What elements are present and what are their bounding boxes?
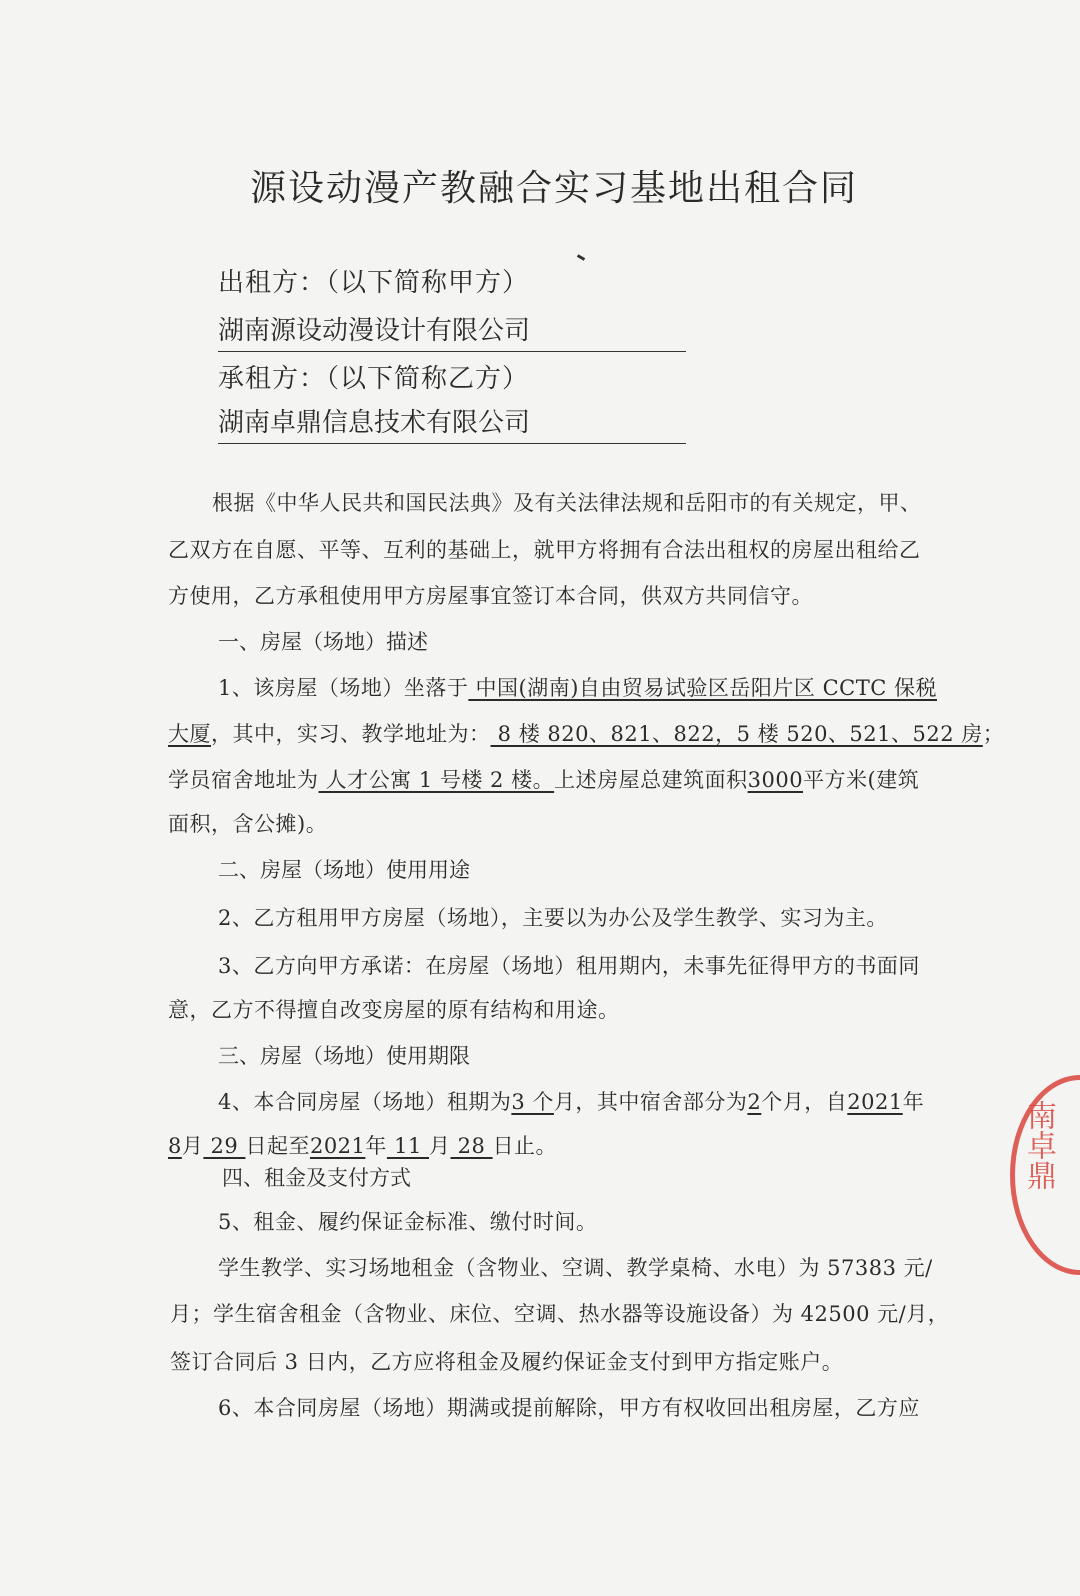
teaching-address-field: 8 楼 820、821、822，5 楼 520、521、522 房 [490,722,983,746]
intro-line-1: 根据《中华人民共和国民法典》及有关法律法规和岳阳市的有关规定，甲、 [212,491,922,515]
clause-4-line-2: 8月 29 日起至2021年 11 月 28 日止。 [168,1134,558,1158]
lessor-label: 出租方：（以下简称甲方） [218,268,530,298]
lessee-name: 湖南卓鼎信息技术有限公司 [218,402,686,444]
ink-mark [577,254,585,261]
clause-3-line-2: 意，乙方不得擅自改变房屋的原有结构和用途。 [168,998,620,1022]
section-2-heading: 二、房屋（场地）使用用途 [218,858,470,882]
lessee-label: 承租方：（以下简称乙方） [218,364,530,394]
dorm-address-field: 人才公寓 1 号楼 2 楼。 [318,768,555,792]
rent-line-2: 月；学生宿舍租金（含物业、床位、空调、热水器等设施设备）为 42500 元/月， [170,1302,950,1326]
clause-1-line-4: 面积，含公摊)。 [168,812,328,836]
area-field: 3000 [747,768,804,792]
clause-1-line-2: 大厦，其中，实习、教学地址为： 8 楼 820、821、822，5 楼 520、521、522 房； [168,722,1005,746]
rent-line-1: 学生教学、实习场地租金（含物业、空调、教学桌椅、水电）为 57383 元/ [218,1256,933,1280]
clause-1-line-1: 1、该房屋（场地）坐落于 中国(湖南)自由贸易试验区岳阳片区 CCTC 保税 [218,676,937,700]
company-seal-text: 南卓鼎 [1021,1100,1056,1190]
section-4-heading: 四、租金及支付方式 [222,1166,411,1190]
section-3-heading: 三、房屋（场地）使用期限 [218,1044,470,1068]
contract-title: 源设动漫产教融合实习基地出租合同 [249,168,858,209]
location-field: 中国(湖南)自由贸易试验区岳阳片区 CCTC 保税 [468,676,937,700]
clause-1-line-3: 学员宿舍地址为 人才公寓 1 号楼 2 楼。上述房屋总建筑面积3000平方米(建筑 [168,768,920,792]
clause-5: 5、租金、履约保证金标准、缴付时间。 [218,1210,598,1234]
clause-2: 2、乙方租用甲方房屋（场地），主要以为办公及学生教学、实习为主。 [218,906,888,930]
clause-3-line-1: 3、乙方向甲方承诺：在房屋（场地）租用期内，未事先征得甲方的书面同 [218,954,920,978]
section-1-heading: 一、房屋（场地）描述 [218,630,428,654]
intro-line-2: 乙双方在自愿、平等、互利的基础上，就甲方将拥有合法出租权的房屋出租给乙 [168,538,921,562]
clause-4-line-1: 4、本合同房屋（场地）租期为3 个月，其中宿舍部分为2个月，自2021年 [218,1090,925,1114]
intro-line-3: 方使用，乙方承租使用甲方房屋事宜签订本合同，供双方共同信守。 [168,584,813,608]
clause-6: 6、本合同房屋（场地）期满或提前解除，甲方有权收回出租房屋，乙方应 [218,1396,920,1420]
lessor-name: 湖南源设动漫设计有限公司 [218,310,686,352]
rent-line-3: 签订合同后 3 日内，乙方应将租金及履约保证金支付到甲方指定账户。 [170,1350,844,1374]
